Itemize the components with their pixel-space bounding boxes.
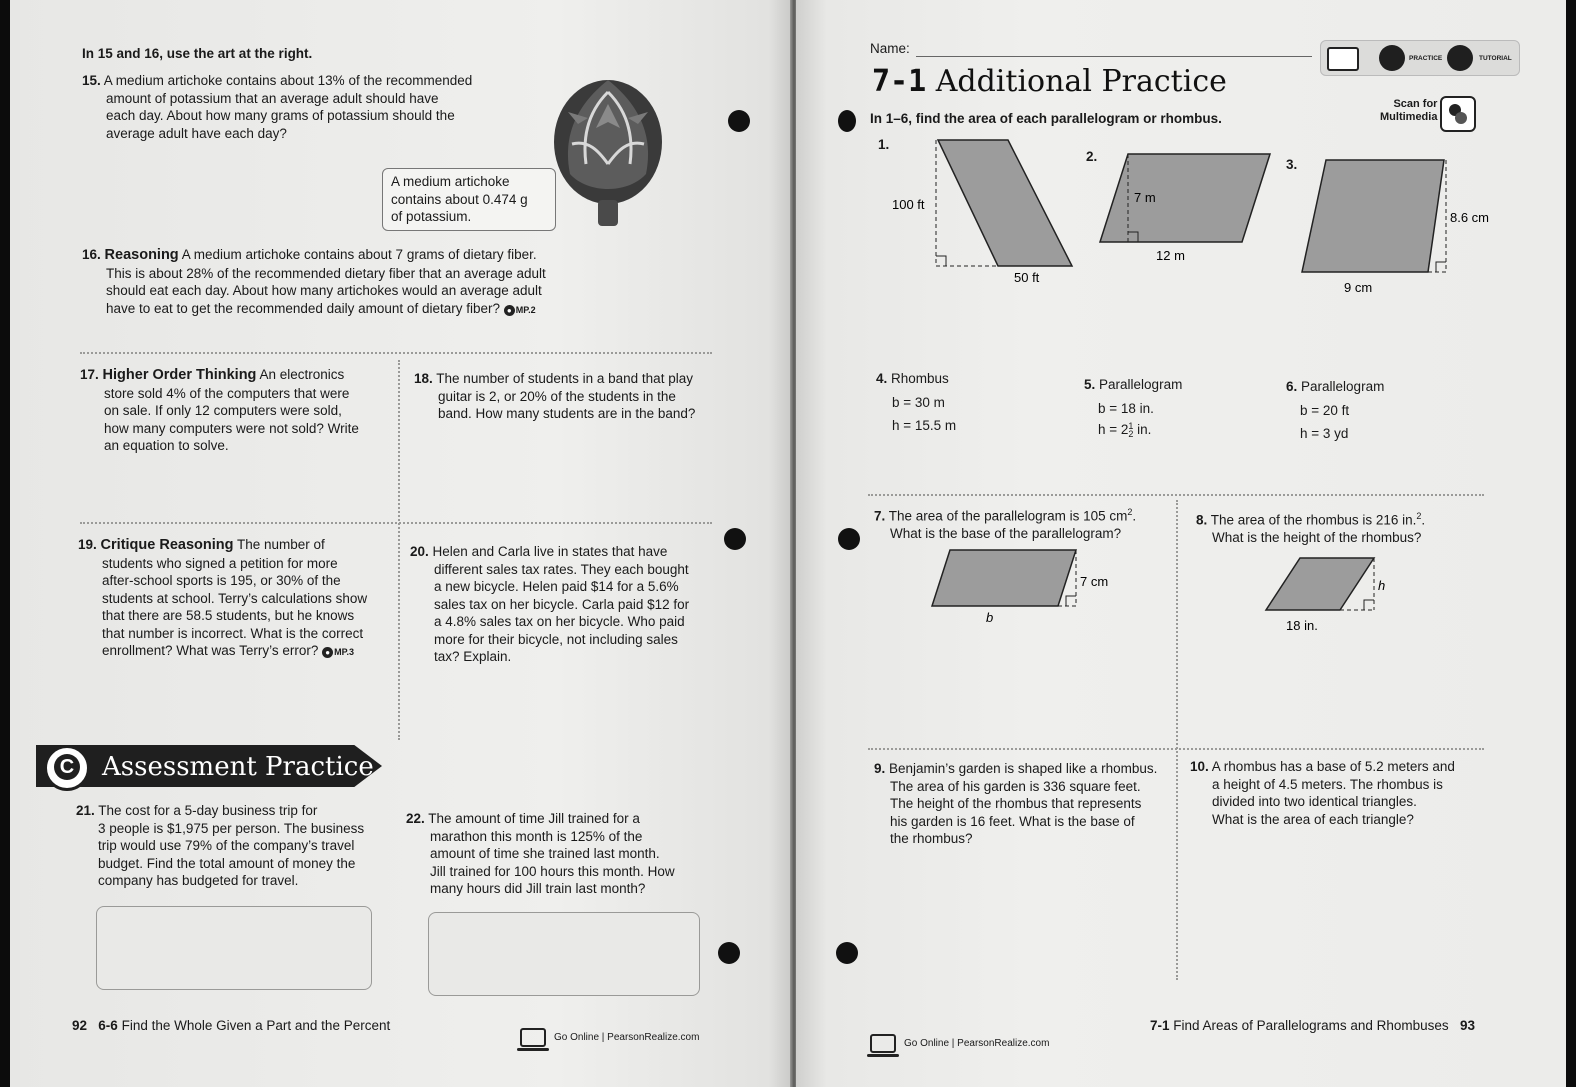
power-icon[interactable] xyxy=(1447,45,1473,71)
divider xyxy=(868,748,1484,750)
problem-6-height: h = 3 yd xyxy=(1300,426,1349,441)
problem-5-height: h = 21 2 in. xyxy=(1098,421,1152,440)
figure-1-base: 50 ft xyxy=(1014,270,1040,285)
problem-5: 5. Parallelogram b = 18 in. h = 21 2 in. xyxy=(1084,377,1183,440)
figure-7-height: 7 cm xyxy=(1080,574,1109,589)
problem-6: 6. Parallelogram b = 20 ft h = 3 yd xyxy=(1286,379,1385,441)
lesson-title: 7-1 Additional Practice xyxy=(872,64,1227,99)
mp-badge: ● MP.3 xyxy=(322,644,354,662)
binder-hole xyxy=(838,528,860,550)
binder-hole xyxy=(718,942,740,964)
figure-8-base: 18 in. xyxy=(1286,618,1318,633)
go-online-link-left[interactable]: Go Online | PearsonRealize.com xyxy=(520,1028,699,1047)
binder-hole xyxy=(836,942,858,964)
figure-3-base: 9 cm xyxy=(1344,280,1373,295)
figure-3-rhombus xyxy=(1294,150,1494,296)
practice-label[interactable]: PRACTICE xyxy=(1409,55,1443,62)
question-10: 10. A rhombus has a base of 5.2 meters and a height of 4.5 meters. The rhombus is divided into two identical triangles. What is the area of each triangle? xyxy=(1190,759,1455,827)
figure-1-parallelogram xyxy=(888,134,1088,286)
scan-label: Scan for Multimedia xyxy=(1380,98,1438,123)
mp-badge: ● MP.2 xyxy=(504,302,536,320)
figure-2-base: 12 m xyxy=(1156,248,1185,263)
figure-2-height: 7 m xyxy=(1134,190,1156,205)
figure-8-rhombus xyxy=(1262,554,1392,634)
problem-4: 4. Rhombus b = 30 m h = 15.5 m xyxy=(876,371,957,433)
figure-7-parallelogram xyxy=(928,544,1118,626)
question-7: 7. The area of the parallelogram is 105 $cm^2$. What is the base of the parallelogram? xyxy=(874,507,1137,541)
assessment-icon: C xyxy=(44,745,90,791)
divider xyxy=(398,360,400,740)
question-9: 9. Benjamin’s garden is shaped like a rhombus. The area of his garden is 336 square feet. The height of the rhombus that represents his garden is 16 feet. What is the base of the rhombus? xyxy=(874,761,1158,846)
figure-2-number: 2. xyxy=(1086,149,1098,164)
computer-icon[interactable] xyxy=(1327,47,1359,71)
figure-8-height: h xyxy=(1378,578,1386,593)
question-16: 16. Reasoning A medium artichoke contains about 7 grams of dietary fiber. This is about 28% of the recommended dietary fiber that an average adult should eat each day. About how many artichokes would an average adult have to eat to get the recommended daily amount of dietary fiber? ● MP.2 xyxy=(82,246,546,319)
assessment-title: Assessment Practice xyxy=(102,752,374,782)
binder-hole xyxy=(724,528,746,550)
figure-2-parallelogram xyxy=(1094,150,1274,270)
divider xyxy=(80,522,712,524)
divider xyxy=(80,352,712,354)
pencil-icon[interactable] xyxy=(1379,45,1405,71)
question-18: 18. The number of students in a band that play guitar is 2, or 20% of the students in the band. How many students are in the band? xyxy=(414,371,696,421)
problem-4-height: h = 15.5 m xyxy=(892,418,957,433)
artichoke-callout: A medium artichoke contains about 0.474 g of potassium. xyxy=(382,168,556,231)
mp-icon: ● xyxy=(504,305,515,316)
question-20: 20. Helen and Carla live in states that have different sales tax rates. They each bought a new bicycle. Helen paid $14 for a 5.6% sales tax on her bicycle. Carla paid $12 for a 4.8% sales tax on her bicycle. Who paid more for their bicycle, not including sales tax? Explain. xyxy=(410,544,690,664)
qr-scan-icon[interactable] xyxy=(1440,96,1476,132)
question-21: 21. The cost for a 5-day business trip for 3 people is $1,975 per person. The business trip would use 79% of the company’s travel budget. Find the total amount of money the company has budgeted for travel. xyxy=(76,803,365,888)
question-22: 22. The amount of time Jill trained for a marathon this month is 125% of the amount of time she trained last month. Jill trained for 100 hours this month. How many hours did Jill train last month? xyxy=(406,811,675,896)
problem-4-base: b = 30 m xyxy=(892,394,945,410)
name-line[interactable] xyxy=(916,56,1312,57)
answer-box-21[interactable] xyxy=(96,906,372,990)
binder-hole xyxy=(838,110,856,132)
artichoke-illustration xyxy=(548,64,668,232)
figure-1-height: 100 ft xyxy=(892,197,925,212)
left-footer: 92 6-6 Find the Whole Given a Part and the Percent xyxy=(72,1018,391,1033)
figure-3-number: 3. xyxy=(1286,157,1298,172)
instruction-1-6: In 1–6, find the area of each parallelogram or rhombus. xyxy=(870,111,1222,126)
problem-5-base: b = 18 in. xyxy=(1098,400,1154,416)
question-17: 17. Higher Order Thinking An electronics store sold 4% of the computers that were on sale. If only 12 computers were sold, how many computers were not sold? Write an equation to solve. xyxy=(80,367,359,453)
figure-7-base: b xyxy=(986,610,994,625)
figure-3-height: 8.6 cm xyxy=(1450,210,1490,225)
question-8: 8. The area of the rhombus is 216 in.$^2$. What is the height of the rhombus? xyxy=(1196,511,1426,545)
divider xyxy=(1176,500,1178,980)
binder-hole xyxy=(728,110,750,132)
mp-icon: ● xyxy=(322,647,333,658)
digital-toolbar xyxy=(1320,40,1520,76)
problem-6-base: b = 20 ft xyxy=(1300,402,1350,418)
computer-icon xyxy=(520,1028,546,1047)
right-footer: 7-1 Find Areas of Parallelograms and Rhombuses 93 xyxy=(1150,1018,1475,1033)
tutorial-label[interactable]: TUTORIAL xyxy=(1479,55,1512,62)
divider xyxy=(868,494,1484,496)
question-19: 19. Critique Reasoning The number of students who signed a petition for more after-school sports is 195, or 30% of the students at school. Terry’s calculations show that there are 58.5 students, but he knows that number is incorrect. What is the correct enrollment? What was Terry’s error? ● MP.3 xyxy=(78,536,367,662)
question-15: 15. A medium artichoke contains about 13% of the recommended amount of potassium that an average adult should have each day. About how many grams of potassium should the average adult have each day? xyxy=(82,73,473,141)
name-label: Name: xyxy=(870,41,910,56)
go-online-link-right[interactable]: Go Online | PearsonRealize.com xyxy=(870,1034,1049,1053)
answer-box-22[interactable] xyxy=(428,912,700,996)
computer-icon xyxy=(870,1034,896,1053)
figure-1-number: 1. xyxy=(878,137,890,152)
intro-instruction: In 15 and 16, use the art at the right. xyxy=(82,46,313,61)
